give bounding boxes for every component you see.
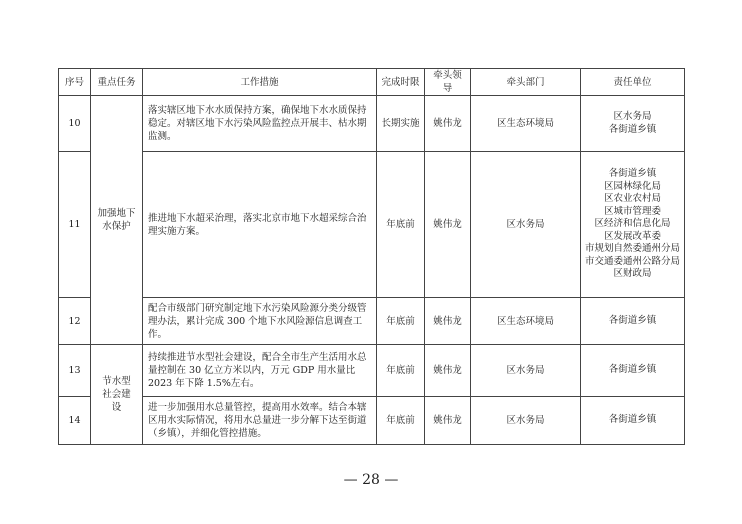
table-row [59, 298, 685, 345]
lead-leader: 姚伟龙 [425, 345, 471, 397]
lead-leader: 姚伟龙 [425, 152, 471, 298]
table-row [59, 96, 685, 152]
task-group: 加强地下水保护 [91, 96, 143, 345]
deadline: 长期实施 [377, 96, 425, 152]
table-row [59, 345, 685, 397]
responsible-unit: 各街道乡镇 [608, 414, 657, 426]
responsible-units [581, 96, 685, 152]
work-measure: 持续推进节水型社会建设，配合全市生产生活用水总量控制在 30 亿立方米以内，万元 GDP 用水量比 2023 年下降 1.5%左右。 [143, 345, 377, 397]
header-dept: 牵头部门 [471, 69, 581, 96]
header-task: 重点任务 [91, 69, 143, 96]
responsible-unit: 区财政局 [613, 268, 652, 280]
responsible-unit: 各街道乡镇 [608, 123, 657, 135]
row-number: 11 [59, 152, 91, 298]
deadline: 年底前 [377, 397, 425, 445]
row-number: 13 [59, 345, 91, 397]
work-measure: 配合市级部门研究制定地下水污染风险源分类分级管理办法，累计完成 300 个地下水风险源信息调查工作。 [143, 298, 377, 345]
lead-department: 区水务局 [471, 345, 581, 397]
responsible-unit: 市规划自然委通州分局 [585, 243, 681, 255]
header-leader: 牵头领导 [425, 69, 471, 96]
responsible-unit: 区发展改革委 [603, 230, 661, 242]
responsible-unit: 各街道乡镇 [608, 364, 657, 376]
work-measure: 落实辖区地下水水质保持方案，确保地下水水质保持稳定。对辖区地下水污染风险监控点开展丰、枯水期监测。 [143, 96, 377, 152]
row-number: 14 [59, 397, 91, 445]
table-header [59, 69, 685, 96]
lead-department: 区水务局 [471, 152, 581, 298]
work-measure: 推进地下水超采治理，落实北京市地下水超采综合治理实施方案。 [143, 152, 377, 298]
lead-leader: 姚伟龙 [425, 298, 471, 345]
work-table [58, 68, 685, 445]
lead-department: 区水务局 [471, 397, 581, 445]
responsible-unit: 区经济和信息化局 [594, 218, 671, 230]
header-no: 序号 [59, 69, 91, 96]
lead-department: 区生态环境局 [471, 298, 581, 345]
responsible-unit: 区园林绿化局 [603, 180, 661, 192]
responsible-units [581, 345, 685, 397]
lead-department: 区生态环境局 [471, 96, 581, 152]
responsible-unit: 区城市管理委 [603, 205, 661, 217]
responsible-unit: 区农业农村局 [603, 193, 661, 205]
task-group: 节水型社会建设 [91, 345, 143, 445]
row-number: 10 [59, 96, 91, 152]
table-row [59, 152, 685, 298]
header-deadline: 完成时限 [377, 69, 425, 96]
table-row [59, 397, 685, 445]
responsible-unit: 市交通委通州公路分局 [585, 255, 681, 267]
responsible-units [581, 397, 685, 445]
responsible-unit: 区水务局 [613, 111, 652, 122]
responsible-unit: 各街道乡镇 [608, 314, 657, 326]
deadline: 年底前 [377, 298, 425, 345]
work-measure: 进一步加强用水总量管控，提高用水效率。结合本辖区用水实际情况，将用水总量进一步分解下达至街道（乡镇），并细化管控措施。 [143, 397, 377, 445]
responsible-units [581, 298, 685, 345]
deadline: 年底前 [377, 345, 425, 397]
row-number: 12 [59, 298, 91, 345]
responsible-units [581, 152, 685, 298]
header-measure: 工作措施 [143, 69, 377, 96]
lead-leader: 姚伟龙 [425, 397, 471, 445]
lead-leader: 姚伟龙 [425, 96, 471, 152]
responsible-unit: 各街道乡镇 [608, 168, 657, 180]
header-units: 责任单位 [581, 69, 685, 96]
page-number: — 28 — [343, 472, 399, 488]
deadline: 年底前 [377, 152, 425, 298]
